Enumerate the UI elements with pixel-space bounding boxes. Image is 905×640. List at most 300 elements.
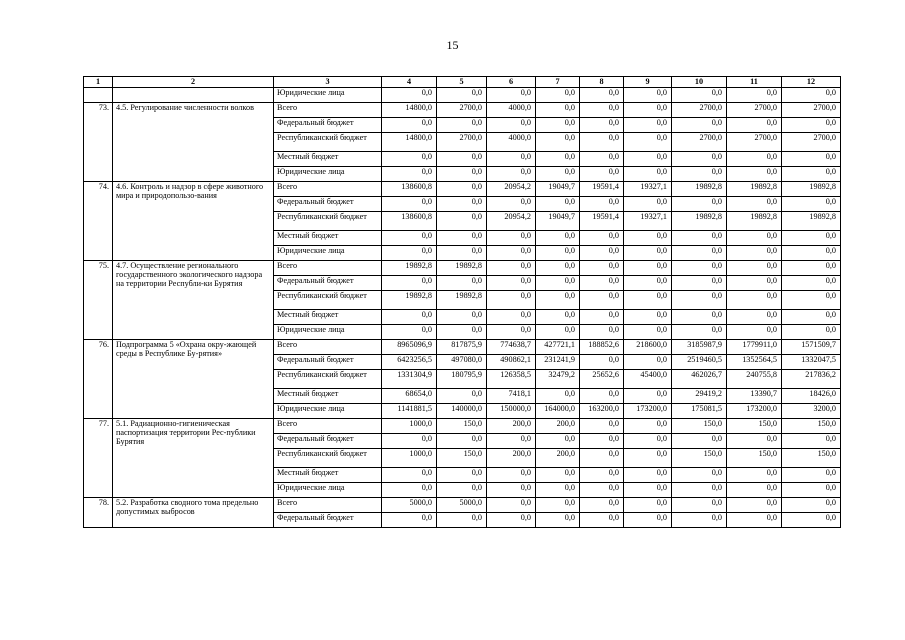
funding-source: Федеральный бюджет — [274, 276, 382, 291]
amount-cell: 150,0 — [727, 449, 782, 468]
amount-cell: 2700,0 — [672, 103, 727, 118]
amount-cell: 0,0 — [437, 88, 487, 103]
amount-cell: 150,0 — [437, 449, 487, 468]
amount-cell: 0,0 — [782, 468, 841, 483]
amount-cell: 0,0 — [624, 246, 672, 261]
amount-cell: 0,0 — [624, 197, 672, 212]
amount-cell: 0,0 — [536, 88, 580, 103]
amount-cell: 1000,0 — [382, 449, 437, 468]
amount-cell: 0,0 — [580, 419, 624, 434]
amount-cell: 20954,2 — [487, 182, 536, 197]
amount-cell: 0,0 — [580, 483, 624, 498]
amount-cell: 0,0 — [782, 88, 841, 103]
funding-source: Республиканский бюджет — [274, 449, 382, 468]
funding-source: Всего — [274, 261, 382, 276]
amount-cell: 138600,8 — [382, 212, 437, 231]
amount-cell: 200,0 — [487, 419, 536, 434]
amount-cell: 0,0 — [487, 434, 536, 449]
funding-source: Местный бюджет — [274, 310, 382, 325]
amount-cell: 140000,0 — [437, 404, 487, 419]
amount-cell: 0,0 — [580, 449, 624, 468]
amount-cell: 14800,0 — [382, 103, 437, 118]
amount-cell: 0,0 — [624, 483, 672, 498]
amount-cell: 19892,8 — [437, 291, 487, 310]
amount-cell: 0,0 — [382, 434, 437, 449]
amount-cell: 0,0 — [437, 212, 487, 231]
amount-cell: 0,0 — [782, 310, 841, 325]
amount-cell: 0,0 — [624, 449, 672, 468]
funding-source: Всего — [274, 103, 382, 118]
amount-cell: 5000,0 — [437, 498, 487, 513]
amount-cell: 0,0 — [437, 434, 487, 449]
amount-cell: 0,0 — [672, 276, 727, 291]
amount-cell: 0,0 — [536, 434, 580, 449]
amount-cell: 490862,1 — [487, 355, 536, 370]
amount-cell: 163200,0 — [580, 404, 624, 419]
funding-source: Всего — [274, 340, 382, 355]
amount-cell: 0,0 — [382, 276, 437, 291]
amount-cell: 0,0 — [487, 325, 536, 340]
amount-cell: 164000,0 — [536, 404, 580, 419]
amount-cell: 200,0 — [536, 419, 580, 434]
amount-cell: 0,0 — [487, 152, 536, 167]
row-number: 77. — [84, 419, 113, 498]
amount-cell: 175081,5 — [672, 404, 727, 419]
amount-cell: 0,0 — [536, 291, 580, 310]
amount-cell: 0,0 — [624, 261, 672, 276]
amount-cell: 0,0 — [624, 152, 672, 167]
amount-cell: 0,0 — [782, 513, 841, 528]
funding-source: Федеральный бюджет — [274, 118, 382, 133]
amount-cell: 0,0 — [727, 167, 782, 182]
amount-cell: 0,0 — [624, 325, 672, 340]
amount-cell: 0,0 — [672, 152, 727, 167]
amount-cell: 2700,0 — [437, 133, 487, 152]
amount-cell: 0,0 — [382, 483, 437, 498]
amount-cell: 0,0 — [437, 167, 487, 182]
amount-cell: 0,0 — [487, 291, 536, 310]
amount-cell: 19892,8 — [672, 182, 727, 197]
amount-cell: 0,0 — [624, 355, 672, 370]
amount-cell: 0,0 — [672, 167, 727, 182]
amount-cell: 138600,8 — [382, 182, 437, 197]
amount-cell: 0,0 — [382, 88, 437, 103]
column-header: 12 — [782, 77, 841, 88]
amount-cell: 0,0 — [672, 197, 727, 212]
amount-cell: 497080,0 — [437, 355, 487, 370]
amount-cell: 0,0 — [580, 513, 624, 528]
funding-source: Федеральный бюджет — [274, 355, 382, 370]
column-header: 3 — [274, 77, 382, 88]
amount-cell: 0,0 — [382, 167, 437, 182]
amount-cell: 0,0 — [782, 483, 841, 498]
amount-cell: 0,0 — [487, 167, 536, 182]
amount-cell: 0,0 — [536, 483, 580, 498]
amount-cell: 0,0 — [672, 88, 727, 103]
amount-cell: 0,0 — [672, 118, 727, 133]
amount-cell: 0,0 — [536, 389, 580, 404]
amount-cell: 0,0 — [382, 325, 437, 340]
activity-name: 5.1. Радиационно-гигиеническая паспортизация территории Рес-публики Бурятия — [113, 419, 274, 498]
amount-cell: 0,0 — [624, 231, 672, 246]
table-row — [84, 182, 841, 197]
amount-cell: 0,0 — [624, 88, 672, 103]
row-number: 74. — [84, 182, 113, 261]
funding-source: Республиканский бюджет — [274, 133, 382, 152]
amount-cell: 2700,0 — [727, 103, 782, 118]
amount-cell: 0,0 — [437, 468, 487, 483]
amount-cell: 19892,8 — [382, 291, 437, 310]
amount-cell: 0,0 — [672, 498, 727, 513]
amount-cell: 0,0 — [727, 498, 782, 513]
amount-cell: 0,0 — [782, 118, 841, 133]
amount-cell: 0,0 — [782, 434, 841, 449]
activity-name: Подпрограмма 5 «Охрана окру-жающей среды в Республике Бу-рятия» — [113, 340, 274, 419]
amount-cell: 0,0 — [580, 197, 624, 212]
amount-cell: 173200,0 — [624, 404, 672, 419]
amount-cell: 150,0 — [672, 419, 727, 434]
amount-cell: 427721,1 — [536, 340, 580, 355]
amount-cell: 0,0 — [580, 133, 624, 152]
amount-cell: 0,0 — [536, 310, 580, 325]
amount-cell: 0,0 — [437, 246, 487, 261]
amount-cell: 0,0 — [782, 197, 841, 212]
amount-cell: 19327,1 — [624, 182, 672, 197]
funding-source: Юридические лица — [274, 167, 382, 182]
amount-cell: 0,0 — [672, 513, 727, 528]
amount-cell: 0,0 — [624, 434, 672, 449]
amount-cell: 0,0 — [487, 118, 536, 133]
table-row — [84, 88, 841, 103]
amount-cell: 0,0 — [624, 468, 672, 483]
amount-cell: 2700,0 — [437, 103, 487, 118]
amount-cell: 19892,8 — [382, 261, 437, 276]
amount-cell: 0,0 — [382, 231, 437, 246]
amount-cell: 180795,9 — [437, 370, 487, 389]
amount-cell: 0,0 — [382, 310, 437, 325]
amount-cell: 0,0 — [487, 468, 536, 483]
amount-cell: 0,0 — [580, 434, 624, 449]
activity-name: 5.2. Разработка сводного тома предельно допустимых выбросов — [113, 498, 274, 528]
amount-cell: 1141881,5 — [382, 404, 437, 419]
amount-cell: 0,0 — [727, 152, 782, 167]
amount-cell: 68654,0 — [382, 389, 437, 404]
amount-cell: 45400,0 — [624, 370, 672, 389]
funding-source: Юридические лица — [274, 325, 382, 340]
amount-cell: 2700,0 — [672, 133, 727, 152]
funding-source: Всего — [274, 182, 382, 197]
amount-cell: 0,0 — [580, 325, 624, 340]
amount-cell: 0,0 — [727, 246, 782, 261]
amount-cell: 231241,9 — [536, 355, 580, 370]
amount-cell: 14800,0 — [382, 133, 437, 152]
amount-cell: 3200,0 — [782, 404, 841, 419]
amount-cell: 173200,0 — [727, 404, 782, 419]
amount-cell: 0,0 — [536, 246, 580, 261]
header-row — [84, 77, 841, 88]
amount-cell: 1779911,0 — [727, 340, 782, 355]
amount-cell: 13390,7 — [727, 389, 782, 404]
amount-cell: 0,0 — [672, 231, 727, 246]
budget-table — [83, 76, 841, 528]
amount-cell: 240755,8 — [727, 370, 782, 389]
amount-cell: 0,0 — [782, 246, 841, 261]
amount-cell: 19049,7 — [536, 182, 580, 197]
amount-cell: 0,0 — [580, 389, 624, 404]
empty-cell — [113, 88, 274, 103]
amount-cell: 4000,0 — [487, 103, 536, 118]
empty-cell — [84, 88, 113, 103]
amount-cell: 0,0 — [536, 152, 580, 167]
amount-cell: 0,0 — [437, 483, 487, 498]
amount-cell: 0,0 — [672, 434, 727, 449]
amount-cell: 0,0 — [727, 197, 782, 212]
amount-cell: 0,0 — [727, 291, 782, 310]
amount-cell: 5000,0 — [382, 498, 437, 513]
funding-source: Федеральный бюджет — [274, 434, 382, 449]
amount-cell: 0,0 — [580, 261, 624, 276]
amount-cell: 0,0 — [536, 325, 580, 340]
amount-cell: 0,0 — [536, 197, 580, 212]
amount-cell: 0,0 — [782, 325, 841, 340]
amount-cell: 0,0 — [624, 276, 672, 291]
amount-cell: 462026,7 — [672, 370, 727, 389]
amount-cell: 0,0 — [536, 498, 580, 513]
amount-cell: 2700,0 — [782, 103, 841, 118]
amount-cell: 0,0 — [727, 88, 782, 103]
row-number: 73. — [84, 103, 113, 182]
amount-cell: 0,0 — [580, 103, 624, 118]
amount-cell: 0,0 — [672, 310, 727, 325]
funding-source: Юридические лица — [274, 88, 382, 103]
amount-cell: 0,0 — [727, 468, 782, 483]
amount-cell: 0,0 — [782, 498, 841, 513]
column-header: 6 — [487, 77, 536, 88]
funding-source: Федеральный бюджет — [274, 197, 382, 212]
amount-cell: 150,0 — [782, 419, 841, 434]
amount-cell: 217836,2 — [782, 370, 841, 389]
amount-cell: 19049,7 — [536, 212, 580, 231]
amount-cell: 0,0 — [624, 167, 672, 182]
column-header: 2 — [113, 77, 274, 88]
amount-cell: 0,0 — [382, 197, 437, 212]
amount-cell: 32479,2 — [536, 370, 580, 389]
amount-cell: 0,0 — [580, 310, 624, 325]
amount-cell: 0,0 — [536, 468, 580, 483]
amount-cell: 0,0 — [782, 167, 841, 182]
amount-cell: 29419,2 — [672, 389, 727, 404]
amount-cell: 0,0 — [487, 88, 536, 103]
amount-cell: 8965096,9 — [382, 340, 437, 355]
amount-cell: 0,0 — [672, 325, 727, 340]
amount-cell: 0,0 — [437, 310, 487, 325]
amount-cell: 0,0 — [782, 231, 841, 246]
row-number: 76. — [84, 340, 113, 419]
amount-cell: 0,0 — [437, 197, 487, 212]
amount-cell: 0,0 — [382, 152, 437, 167]
amount-cell: 7418,1 — [487, 389, 536, 404]
amount-cell: 0,0 — [536, 133, 580, 152]
table-row — [84, 340, 841, 355]
column-header: 10 — [672, 77, 727, 88]
amount-cell: 817875,9 — [437, 340, 487, 355]
amount-cell: 1331304,9 — [382, 370, 437, 389]
amount-cell: 0,0 — [487, 231, 536, 246]
amount-cell: 0,0 — [672, 483, 727, 498]
funding-source: Республиканский бюджет — [274, 291, 382, 310]
amount-cell: 0,0 — [382, 468, 437, 483]
amount-cell: 1571509,7 — [782, 340, 841, 355]
amount-cell: 774638,7 — [487, 340, 536, 355]
activity-name: 4.7. Осуществление регионального государственного экологического надзора на территории Республи-ки Бурятия — [113, 261, 274, 340]
amount-cell: 0,0 — [782, 291, 841, 310]
amount-cell: 0,0 — [672, 261, 727, 276]
amount-cell: 0,0 — [487, 513, 536, 528]
amount-cell: 2700,0 — [782, 133, 841, 152]
amount-cell: 200,0 — [536, 449, 580, 468]
amount-cell: 19892,8 — [437, 261, 487, 276]
amount-cell: 0,0 — [536, 167, 580, 182]
amount-cell: 19591,4 — [580, 212, 624, 231]
amount-cell: 19892,8 — [782, 182, 841, 197]
amount-cell: 0,0 — [580, 152, 624, 167]
amount-cell: 0,0 — [536, 231, 580, 246]
amount-cell: 0,0 — [487, 261, 536, 276]
amount-cell: 0,0 — [487, 498, 536, 513]
column-header: 1 — [84, 77, 113, 88]
amount-cell: 19591,4 — [580, 182, 624, 197]
column-header: 4 — [382, 77, 437, 88]
amount-cell: 150000,0 — [487, 404, 536, 419]
amount-cell: 0,0 — [382, 246, 437, 261]
amount-cell: 20954,2 — [487, 212, 536, 231]
amount-cell: 0,0 — [382, 118, 437, 133]
amount-cell: 0,0 — [727, 261, 782, 276]
column-header: 8 — [580, 77, 624, 88]
funding-source: Республиканский бюджет — [274, 212, 382, 231]
page-number: 15 — [446, 38, 459, 52]
amount-cell: 0,0 — [727, 483, 782, 498]
column-header: 5 — [437, 77, 487, 88]
table-row — [84, 498, 841, 513]
amount-cell: 18426,0 — [782, 389, 841, 404]
amount-cell: 0,0 — [727, 310, 782, 325]
amount-cell: 1000,0 — [382, 419, 437, 434]
amount-cell: 0,0 — [782, 276, 841, 291]
amount-cell: 19892,8 — [672, 212, 727, 231]
amount-cell: 19892,8 — [727, 182, 782, 197]
amount-cell: 0,0 — [580, 291, 624, 310]
amount-cell: 0,0 — [580, 167, 624, 182]
column-header: 11 — [727, 77, 782, 88]
amount-cell: 0,0 — [624, 103, 672, 118]
amount-cell: 0,0 — [727, 325, 782, 340]
amount-cell: 0,0 — [580, 276, 624, 291]
amount-cell: 0,0 — [536, 513, 580, 528]
funding-source: Юридические лица — [274, 404, 382, 419]
amount-cell: 0,0 — [487, 310, 536, 325]
amount-cell: 0,0 — [672, 246, 727, 261]
table-row — [84, 103, 841, 118]
funding-source: Местный бюджет — [274, 389, 382, 404]
amount-cell: 19327,1 — [624, 212, 672, 231]
amount-cell: 0,0 — [624, 291, 672, 310]
amount-cell: 19892,8 — [727, 212, 782, 231]
amount-cell: 2519460,5 — [672, 355, 727, 370]
amount-cell: 0,0 — [580, 498, 624, 513]
amount-cell: 0,0 — [437, 118, 487, 133]
amount-cell: 6423256,5 — [382, 355, 437, 370]
activity-name: 4.6. Контроль и надзор в сфере животного мира и природопользо-вания — [113, 182, 274, 261]
amount-cell: 218600,0 — [624, 340, 672, 355]
amount-cell: 2700,0 — [727, 133, 782, 152]
amount-cell: 25652,6 — [580, 370, 624, 389]
amount-cell: 0,0 — [437, 182, 487, 197]
funding-source: Федеральный бюджет — [274, 513, 382, 528]
amount-cell: 3185987,9 — [672, 340, 727, 355]
table-row — [84, 419, 841, 434]
activity-name: 4.5. Регулирование численности волков — [113, 103, 274, 182]
amount-cell: 188852,6 — [580, 340, 624, 355]
amount-cell: 0,0 — [382, 513, 437, 528]
amount-cell: 0,0 — [727, 118, 782, 133]
amount-cell: 150,0 — [672, 449, 727, 468]
amount-cell: 0,0 — [782, 261, 841, 276]
amount-cell: 0,0 — [624, 118, 672, 133]
amount-cell: 0,0 — [624, 419, 672, 434]
amount-cell: 0,0 — [624, 513, 672, 528]
amount-cell: 0,0 — [437, 276, 487, 291]
amount-cell: 0,0 — [782, 152, 841, 167]
amount-cell: 0,0 — [487, 276, 536, 291]
amount-cell: 0,0 — [624, 389, 672, 404]
amount-cell: 0,0 — [727, 276, 782, 291]
amount-cell: 0,0 — [437, 231, 487, 246]
funding-source: Всего — [274, 498, 382, 513]
amount-cell: 0,0 — [624, 498, 672, 513]
amount-cell: 0,0 — [727, 231, 782, 246]
amount-cell: 0,0 — [580, 88, 624, 103]
amount-cell: 0,0 — [437, 325, 487, 340]
amount-cell: 0,0 — [536, 261, 580, 276]
column-header: 7 — [536, 77, 580, 88]
amount-cell: 0,0 — [727, 434, 782, 449]
funding-source: Юридические лица — [274, 246, 382, 261]
row-number: 75. — [84, 261, 113, 340]
funding-source: Юридические лица — [274, 483, 382, 498]
amount-cell: 1332047,5 — [782, 355, 841, 370]
table-row — [84, 261, 841, 276]
funding-source: Местный бюджет — [274, 152, 382, 167]
amount-cell: 0,0 — [580, 246, 624, 261]
amount-cell: 0,0 — [536, 103, 580, 118]
amount-cell: 0,0 — [624, 133, 672, 152]
amount-cell: 0,0 — [437, 152, 487, 167]
amount-cell: 0,0 — [536, 276, 580, 291]
amount-cell: 4000,0 — [487, 133, 536, 152]
amount-cell: 0,0 — [624, 310, 672, 325]
funding-source: Местный бюджет — [274, 231, 382, 246]
amount-cell: 0,0 — [487, 483, 536, 498]
amount-cell: 0,0 — [437, 513, 487, 528]
amount-cell: 0,0 — [727, 513, 782, 528]
amount-cell: 0,0 — [536, 118, 580, 133]
funding-source: Республиканский бюджет — [274, 370, 382, 389]
amount-cell: 0,0 — [437, 389, 487, 404]
amount-cell: 0,0 — [672, 468, 727, 483]
row-number: 78. — [84, 498, 113, 528]
amount-cell: 150,0 — [727, 419, 782, 434]
